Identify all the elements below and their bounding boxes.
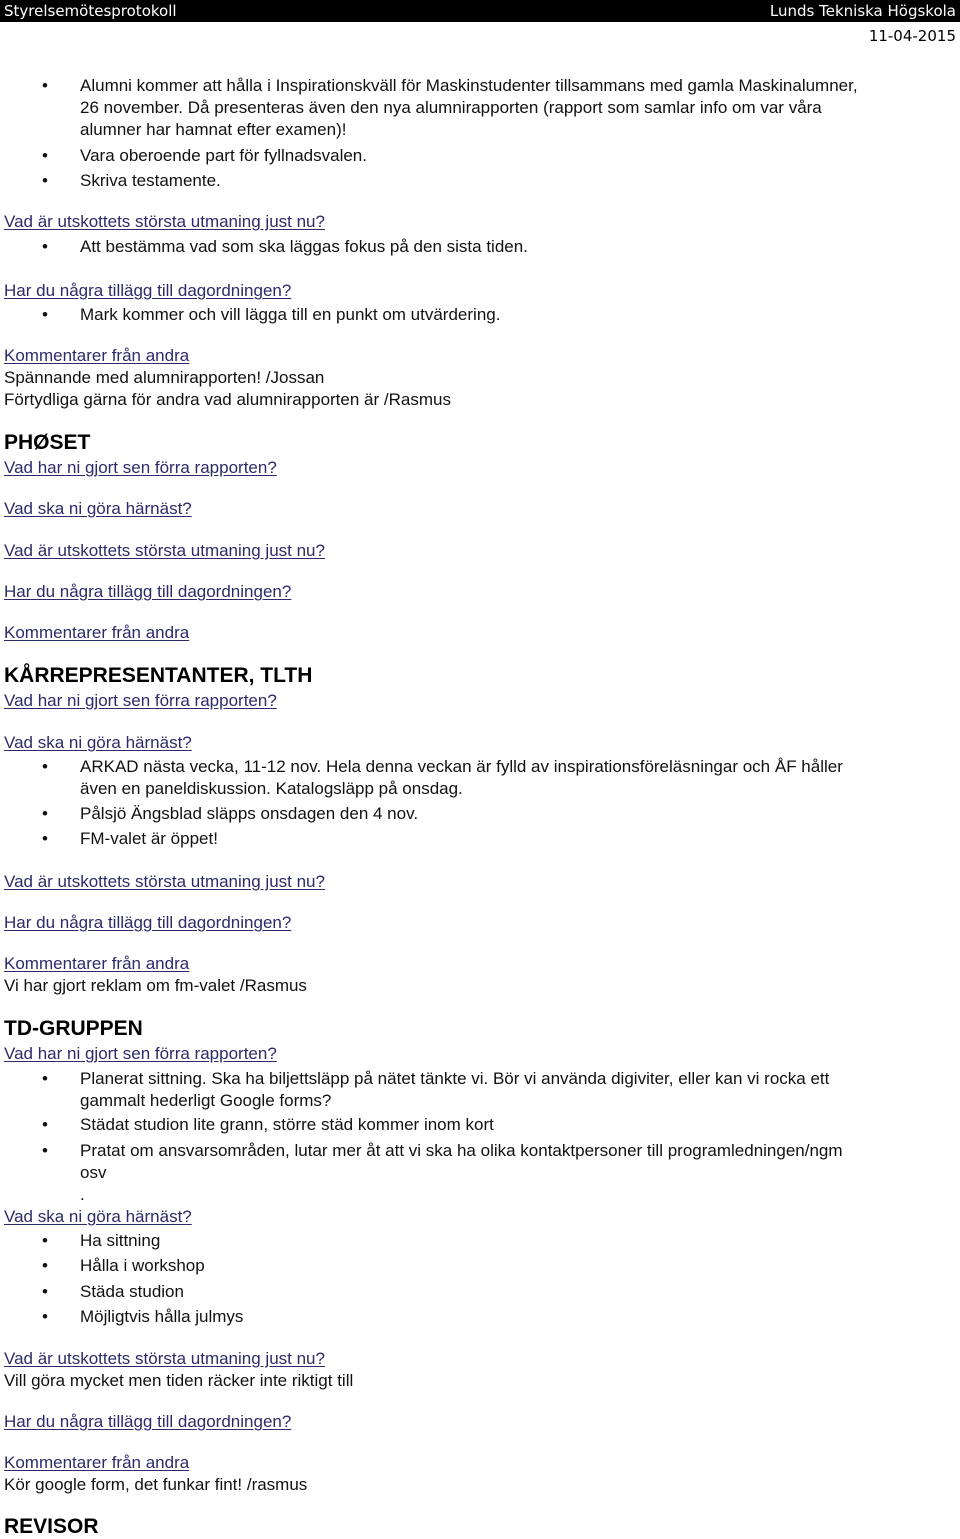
section-heading-td-gruppen: TD-GRUPPEN [4,1017,143,1040]
list-item: • Vara oberoende part för fyllnadsvalen. [80,145,367,167]
question-heading: Vad har ni gjort sen förra rapporten? [4,691,277,710]
question-heading: Vad är utskottets största utmaning just nu? [4,212,325,231]
question-heading: Har du några tillägg till dagordningen? [4,582,292,601]
question-heading: Har du några tillägg till dagordningen? [4,1412,292,1431]
list-item-continuation: 26 november. Då presenteras även den nya alumnirapporten (rapport som samlar info om var våra [80,98,822,117]
list-item: • Alumni kommer att hålla i Inspirationskväll för Maskinstudenter tillsammans med gamla Maskinalumner, [80,75,858,97]
list-item: • Planerat sittning. Ska ha biljettsläpp på nätet tänkte vi. Bör vi använda digiviter, eller kan vi rocka ett [80,1068,829,1090]
list-item-continuation: gammalt hederligt Google forms? [80,1091,332,1110]
list-item: • Skriva testamente. [80,170,221,192]
document-date: 11-04-2015 [868,27,956,45]
question-heading: Kommentarer från andra [4,954,190,973]
list-item: • Att bestämma vad som ska läggas fokus på den sista tiden. [80,236,528,258]
question-heading: Vad är utskottets största utmaning just nu? [4,541,325,560]
question-heading: Vad ska ni göra härnäst? [4,1207,192,1226]
section-heading-karrepresentanter: KÅRREPRESENTANTER, TLTH [4,664,313,687]
question-heading: Vad har ni gjort sen förra rapporten? [4,1044,277,1063]
list-item-continuation: alumner har hamnat efter examen)! [80,120,347,139]
list-item: • Pratat om ansvarsområden, lutar mer åt att vi ska ha olika kontaktpersoner till programledningen/ngm [80,1140,843,1162]
question-heading: Kommentarer från andra [4,623,190,642]
question-heading: Vad är utskottets största utmaning just nu? [4,1349,325,1368]
list-item: • ARKAD nästa vecka, 11-12 nov. Hela denna veckan är fylld av inspirationsföreläsningar och ÅF håller [80,756,843,778]
list-item: • Städat studion lite grann, större städ kommer inom kort [80,1114,494,1136]
list-item: • Ha sittning [80,1230,160,1252]
comment-line: Vi har gjort reklam om fm-valet /Rasmus [4,976,307,995]
list-item: • Mark kommer och vill lägga till en punkt om utvärdering. [80,304,500,326]
list-item: • Hålla i workshop [80,1255,205,1277]
question-heading: Vad har ni gjort sen förra rapporten? [4,458,277,477]
list-item-continuation: . [80,1185,85,1204]
question-heading: Vad är utskottets största utmaning just nu? [4,872,325,891]
list-item-continuation: osv [80,1163,107,1182]
question-heading: Kommentarer från andra [4,346,190,365]
document-title: Styrelsemötesprotokoll [4,2,177,20]
list-item: • Möjligtvis hålla julmys [80,1306,243,1328]
list-item: • Städa studion [80,1281,184,1303]
institution-name: Lunds Tekniska Högskola [769,2,956,20]
comment-line: Spännande med alumnirapporten! /Jossan [4,368,325,387]
comment-line: Förtydliga gärna för andra vad alumnirapporten är /Rasmus [4,390,451,409]
question-heading: Vad ska ni göra härnäst? [4,499,192,518]
question-heading: Har du några tillägg till dagordningen? [4,913,292,932]
answer-line: Vill göra mycket men tiden räcker inte riktigt till [4,1371,354,1390]
question-heading: Kommentarer från andra [4,1453,190,1472]
section-heading-revisor: REVISOR [4,1515,99,1538]
section-heading-phoset: PHØSET [4,431,91,454]
question-heading: Vad ska ni göra härnäst? [4,733,192,752]
question-heading: Har du några tillägg till dagordningen? [4,281,292,300]
list-item: • FM-valet är öppet! [80,828,218,850]
list-item-continuation: även en paneldiskussion. Katalogsläpp på onsdag. [80,779,463,798]
comment-line: Kör google form, det funkar fint! /rasmus [4,1475,308,1494]
page-header [0,0,960,22]
list-item: • Pålsjö Ängsblad släpps onsdagen den 4 nov. [80,803,418,825]
